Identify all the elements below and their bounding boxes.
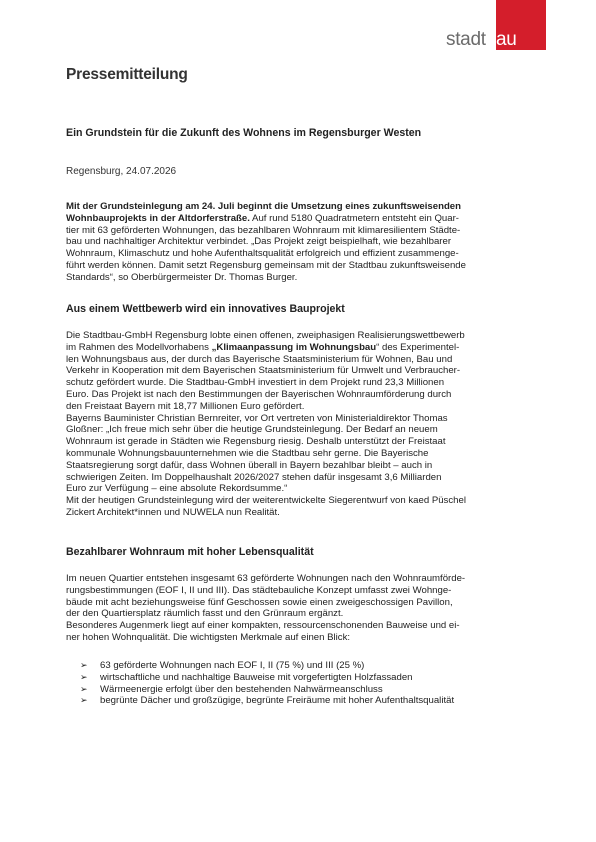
competition-line: Die Stadtbau-GmbH Regensburg lobte einen offenen, zweiphasigen Realisierungswettbewerb	[66, 330, 465, 341]
intro-line: bau und nachhaltiger Architektur verbindet. „Das Projekt zeigt beispielhaft, wie bezahlbarer	[66, 236, 452, 248]
competition-line: Mit der heutigen Grundsteinlegung wird der weiterentwickelte Siegerentwurf von kaed Püschel	[66, 495, 466, 507]
logo-text-bau: bau	[485, 29, 517, 50]
competition-line: Bayerns Bauminister Christian Bernreiter, vor Ort vertreten von Ministerialdirektor Thomas	[66, 412, 448, 424]
list-item-text: wirtschaftliche und nachhaltige Bauweise mit vorgefertigten Holzfassaden	[100, 671, 413, 683]
intro-paragraph	[66, 201, 528, 284]
arrow-bullet-icon: ➢	[80, 660, 88, 670]
intro-text: Auf rund 5180 Quadratmetern entsteht ein Quar-	[249, 212, 459, 224]
section-heading-competition: Aus einem Wettbewerb wird ein innovatives Bauprojekt	[66, 303, 345, 315]
section-heading-housing: Bezahlbarer Wohnraum mit hoher Lebensqualität	[66, 546, 314, 558]
list-item	[80, 684, 530, 696]
competition-paragraph	[66, 330, 528, 519]
housing-line: Im neuen Quartier entstehen insgesamt 63 geförderte Wohnungen nach den Wohnraumförde-	[66, 573, 466, 584]
logo-wordmark	[446, 30, 517, 50]
competition-line	[66, 342, 528, 354]
competition-line: Zickert Architekt*innen und NUWELA nun Realität.	[66, 506, 280, 518]
competition-line: Euro zur Verfügung – eine absolute Rekordsumme.“	[66, 483, 288, 495]
intro-line: Standards“, so Oberbürgermeister Dr. Thomas Burger.	[66, 271, 298, 283]
intro-line: tier mit 63 geförderten Wohnungen, das bezahlbaren Wohnraum mit klimaresilientem Städte-	[66, 224, 461, 236]
press-release-headline: Ein Grundstein für die Zukunft des Wohnens im Regensburger Westen	[66, 127, 422, 139]
competition-line: kommunale Wohnungsbauunternehmen wie die Stadtbau sehr gerne. Die Bayerische	[66, 447, 429, 459]
list-item	[80, 695, 530, 707]
list-item-text: Wärmeenergie erfolgt über den bestehenden Nahwärmeanschluss	[100, 683, 383, 695]
competition-line: schutz gefördert wurde. Die Stadtbau-GmbH investiert in dem Projekt rund 23,3 Millionen	[66, 377, 445, 389]
features-list	[80, 660, 530, 707]
intro-line	[66, 213, 528, 225]
competition-line: Gloßner: „Ich freue mich sehr über die heutige Grundsteinlegung. Der Bedarf an neuem	[66, 424, 438, 436]
competition-line: len Wohnungsbaus aus, der durch das Bayerische Staatsministerium für Wohnen, Bau und	[66, 353, 453, 365]
housing-line: der den Quartiersplatz räumlich fasst und den Grünraum ergänzt.	[66, 608, 344, 620]
housing-line: bäude mit acht beziehungsweise fünf Geschossen sowie einen zweigeschossigen Pavillon,	[66, 596, 453, 608]
housing-line: ner hohen Wohnqualität. Die wichtigsten Merkmale auf einen Blick:	[66, 631, 351, 643]
intro-bold-text: Wohnbauprojekts in der Altdorferstraße.	[66, 212, 250, 224]
arrow-bullet-icon: ➢	[80, 695, 88, 706]
list-item	[80, 660, 530, 672]
competition-line: den Freistaat Bayern mit 18,77 Millionen Euro gefördert.	[66, 400, 305, 412]
competition-text: “ des Experimentel-	[376, 341, 460, 353]
competition-line: Euro. Das Projekt ist nach den Bestimmungen der Bayerischen Wohnraumförderung durch	[66, 388, 452, 400]
intro-line: Wohnraum, Klimaschutz und hohe Aufenthaltsqualität erfolgreich und effizient zusammenge-	[66, 248, 459, 260]
list-item	[80, 672, 530, 684]
housing-paragraph	[66, 573, 528, 644]
page-title: Pressemitteilung	[66, 66, 188, 83]
list-item-text: begrünte Dächer und großzügige, begrünte Freiräume mit hoher Aufenthaltsqualität	[100, 695, 455, 707]
housing-line: Besonderes Augenmerk liegt auf einer kompakten, ressourcenschonenden Bauweise und ei-	[66, 620, 460, 632]
competition-line: Staatsregierung sorgt dafür, dass Wohnen überall in Bayern bezahlbar bleibt – auch in	[66, 459, 433, 471]
arrow-bullet-icon: ➢	[80, 671, 88, 682]
housing-line: rungsbestimmungen (EOF I, II und III). Das städtebauliche Konzept umfasst zwei Wohnge-	[66, 584, 452, 596]
dateline: Regensburg, 24.07.2026	[66, 166, 177, 177]
competition-line: schwierigen Zeiten. Im Doppelhaushalt 2026/2027 stehen dafür insgesamt 3,6 Milliarden	[66, 471, 442, 483]
competition-text: im Rahmen des Modellvorhabens	[66, 341, 212, 353]
competition-line: Wohnraum ist gerade in Städten wie Regensburg riesig. Deshalb unterstützt der Freistaat	[66, 436, 446, 448]
list-item-text: 63 geförderte Wohnungen nach EOF I, II (75 %) und III (25 %)	[100, 660, 365, 671]
arrow-bullet-icon: ➢	[80, 683, 88, 694]
intro-bold-text: Mit der Grundsteinlegung am 24. Juli beginnt die Umsetzung eines zukunftsweisenden	[66, 201, 461, 212]
logo-text-stadt: stadt	[446, 29, 486, 50]
model-project-name: „Klimaanpassung im Wohnungsbau	[211, 341, 377, 353]
intro-line	[66, 201, 528, 213]
stadtbau-logo	[446, 0, 546, 52]
competition-line: Verkehr in Kooperation mit dem Bayerischen Staatsministerium für Umwelt und Verbraucher-	[66, 365, 461, 377]
intro-line: führt werden können. Damit setzt Regensburg gemeinsam mit der Stadtbau zukunftsweisende	[66, 259, 466, 271]
